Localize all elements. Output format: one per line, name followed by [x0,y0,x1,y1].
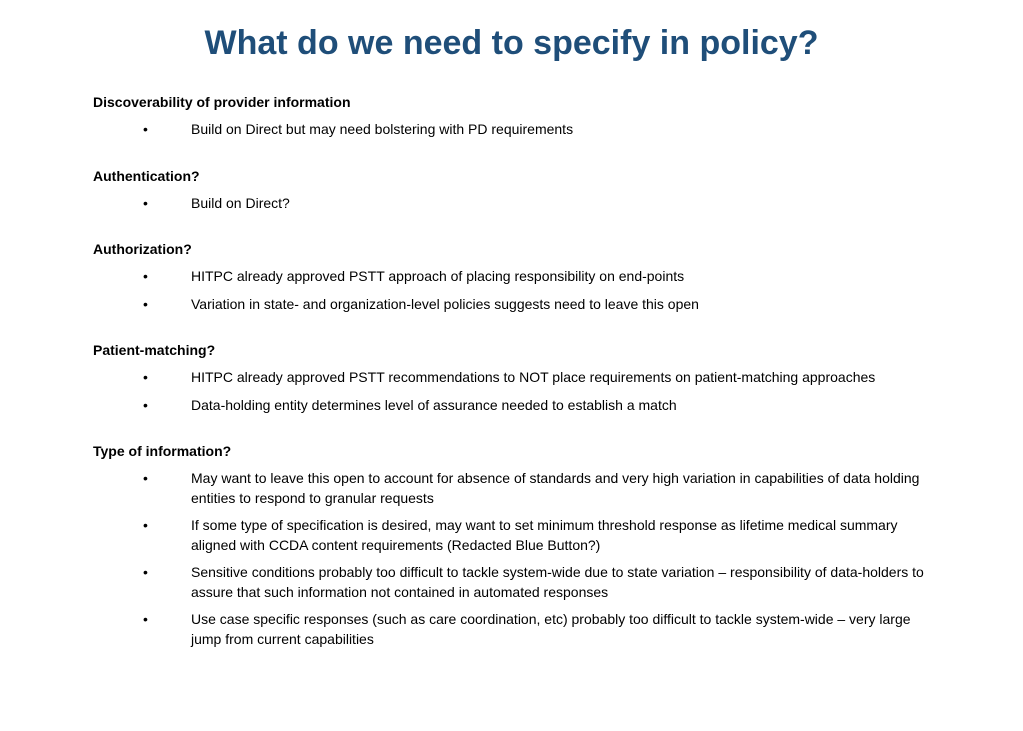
section-heading: Patient-matching? [93,342,216,358]
section-heading: Authentication? [93,167,200,184]
bullet-icon: • [143,396,148,413]
section-authentication [93,166,943,214]
bullet-item [93,610,943,649]
section-heading: Type of information? [93,443,232,459]
bullet-item [93,368,943,388]
bullet-icon: • [143,121,148,137]
bullet-icon: • [143,470,148,486]
bullet-item [93,396,943,416]
bullet-icon: • [143,295,148,312]
bullet-list [93,267,943,314]
section-heading: Authorization? [93,241,192,257]
section-authorization [93,239,943,314]
bullet-icon: • [143,517,148,533]
slide-title: What do we need to specify in policy? [204,24,819,62]
bullet-icon: • [143,268,148,284]
bullet-item [93,469,943,508]
bullet-item [93,563,943,602]
bullet-item [93,516,943,555]
bullet-text: Data-holding entity determines level of assurance needed to establish a match [191,396,677,413]
bullet-list [93,120,943,140]
section-type-of-information [93,441,943,649]
section-heading: Discoverability of provider information [93,94,351,110]
bullet-text: HITPC already approved PSTT approach of placing responsibility on end-points [191,268,685,284]
bullet-text: Variation in state- and organization-level policies suggests need to leave this open [191,295,699,312]
bullet-text: Sensitive conditions probably too difficult to tackle system-wide due to state variation – responsibility of data-holders to assure that such information not contained in automated responses [191,564,924,600]
bullet-item [93,295,943,315]
bullet-text: If some type of specification is desired, may want to set minimum threshold response as lifetime medical summary aligned with CCDA content requirements (Redacted Blue Button?) [191,517,898,553]
bullet-item [93,120,943,140]
bullet-text: Use case specific responses (such as care coordination, etc) probably too difficult to tackle system-wide – very large jump from current capabilities [191,611,911,647]
bullet-text: HITPC already approved PSTT recommendations to NOT place requirements on patient-matching approaches [191,369,876,385]
section-patient-matching [93,340,943,415]
bullet-icon: • [143,611,148,627]
bullet-text: Build on Direct but may need bolstering with PD requirements [191,121,574,137]
bullet-icon: • [143,369,148,385]
section-discoverability [93,92,943,140]
bullet-list [93,368,943,415]
bullet-item [93,194,943,214]
bullet-list [93,469,943,649]
bullet-text: Build on Direct? [191,194,290,211]
bullet-item [93,267,943,287]
bullet-text: May want to leave this open to account for absence of standards and very high variation in capabilities of data holding entities to respond to granular requests [191,470,920,506]
bullet-icon: • [143,194,148,211]
bullet-list [93,194,943,214]
slide-content [93,92,943,675]
bullet-icon: • [143,564,148,580]
